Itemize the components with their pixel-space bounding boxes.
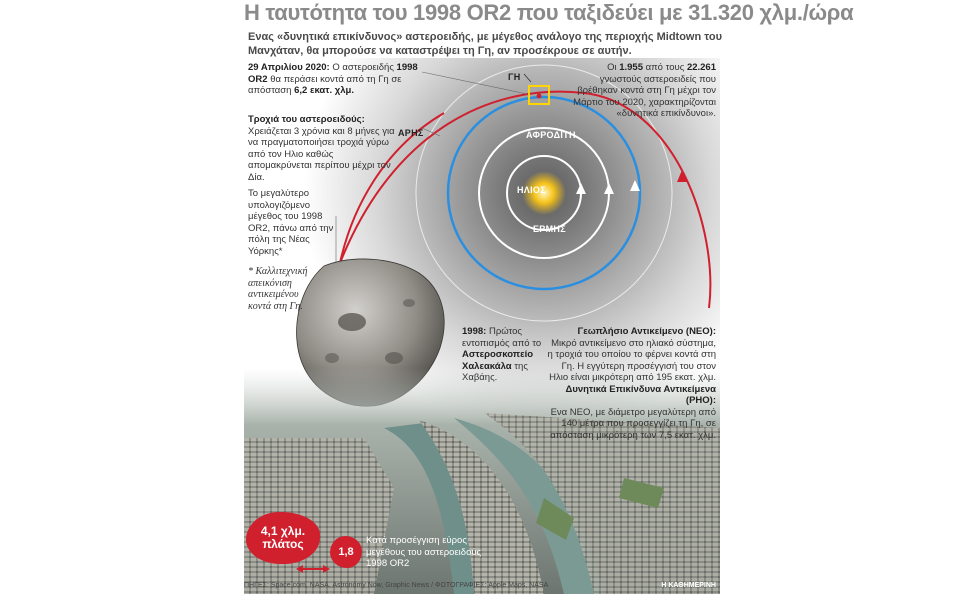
stats-text-b: από τους [645,62,685,73]
width-badge-unit: πλάτος [262,537,304,551]
earth-dot [537,94,542,99]
discovery-year: 1998: [462,326,487,337]
width-badge-value: 4,1 χλμ. [260,524,306,538]
length-badge [330,536,362,568]
asteroid-crater [403,299,415,307]
orbit-note [248,114,398,183]
size-arrow [296,563,330,575]
artist-note-text: * Καλλιτεχνική απεικόνιση αντικειμένου κοντά στη Γη. [248,266,308,312]
stats-text-c: γνωστούς αστεροειδείς που βρέθηκαν κοντά στη Γη μέχρι τον Μάρτιο του 2020, χαρακτηρίζονται «δυνητικά επικίνδυνοι». [573,73,716,119]
size-caption [366,535,486,570]
discovery-text-b: της Χαβάης. [462,360,528,383]
stats-count-total: 22.261 [686,62,716,73]
size-caption-text: Κατά προσέγγιση εύρος μεγέθους του αστεροειδούς 1998 OR2 [366,535,482,569]
mercury-label: ΕΡΜΗΣ [533,224,566,234]
neo-title: Γεωπλήσιο Αντικείμενο (NEO): [577,326,716,337]
flyby-text-a: Ο αστεροειδής [332,62,394,73]
flyby-distance: 6,2 εκατ. χλμ. [294,85,354,96]
asteroid-crater [325,353,339,363]
earth-label: ΓΗ [508,72,521,82]
sun-label: ΗΛΙΟΣ [517,185,546,195]
venus-label: ΑΦΡΟΔΙΤΗ [526,130,576,140]
brand: Η ΚΑΘΗΜΕΡΙΝΗ [661,582,716,589]
orbit-note-text: Χρειάζεται 3 χρόνια και 8 μήνες για να πραγματοποιήσει τροχιά γύρω από τον Ηλιο καθώς απομακρύνεται περίπου μέχρι τον Δία. [248,125,395,183]
stats-count-dangerous: 1.955 [619,62,643,73]
stats-text-a: Οι [607,62,617,73]
artist-note [248,266,324,312]
page-subtitle: Ενας «δυνητικά επικίνδυνος» αστεροειδής, με μέγεθος ανάλογο της περιοχής Midtown του Μανχάταν, θα μπορούσε να καταστρέψει τη Γη, αν προσέκρουε σε αυτήν. [248,31,722,57]
neo-text: Μικρό αντικείμενο στο ηλιακό σύστημα, η τροχιά του οποίου το φέρνει κοντά στη Γη. Η εγγύτερη προσέγγισή του στον Ηλιο είναι μικρότερη από 195 εκατ. χλμ. [547,337,716,383]
width-badge [246,512,320,564]
sources: ΠΗΓΕΣ: Space.com, NASA, Astronomy Now, Graphic News / ΦΩΤΟΓΡΑΦΙΕΣ: Apple Maps, NASA [244,582,549,589]
discovery-note [462,326,542,384]
asteroid-crater [385,352,403,364]
length-badge-value: 1,8 [338,546,354,558]
pho-text: Ενα NEO, με διάμετρο μεγαλύτερη από 140 μέτρα που προσεγγίζει τη Γη, σε απόσταση μικρότερη των 7,5 εκατ. χλμ. [550,406,716,441]
orbit-note-title: Τροχιά του αστεροειδούς: [248,114,365,125]
discovery-text-a: Πρώτος εντοπισμός από το [462,326,542,349]
size-note [248,188,334,257]
discovery-observatory: Αστεροσκοπείο Χαλεακάλα [462,349,534,372]
flyby-asteroid-name: 1998 OR2 [248,62,418,85]
page-title: Η ταυτότητα του 1998 OR2 που ταξιδεύει με 31.320 χλμ./ώρα [244,0,854,25]
flyby-note [248,62,426,97]
asteroid-crater [338,313,366,331]
pho-title: Δυνητικά Επικίνδυνα Αντικείμενα (PHO): [565,383,716,406]
infographic [244,58,720,594]
mars-label: ΑΡΗΣ [398,128,424,138]
flyby-date: 29 Απριλίου 2020: [248,62,330,73]
stats-note [566,62,716,120]
neo-note [544,326,716,441]
size-note-text: Το μεγαλύτερο υπολογιζόμενο μέγεθος του 1998 OR2, πάνω από την πόλη της Νέας Υόρκης* [248,188,334,257]
flyby-text-b: θα περάσει κοντά από τη Γη σε απόσταση [248,73,402,96]
